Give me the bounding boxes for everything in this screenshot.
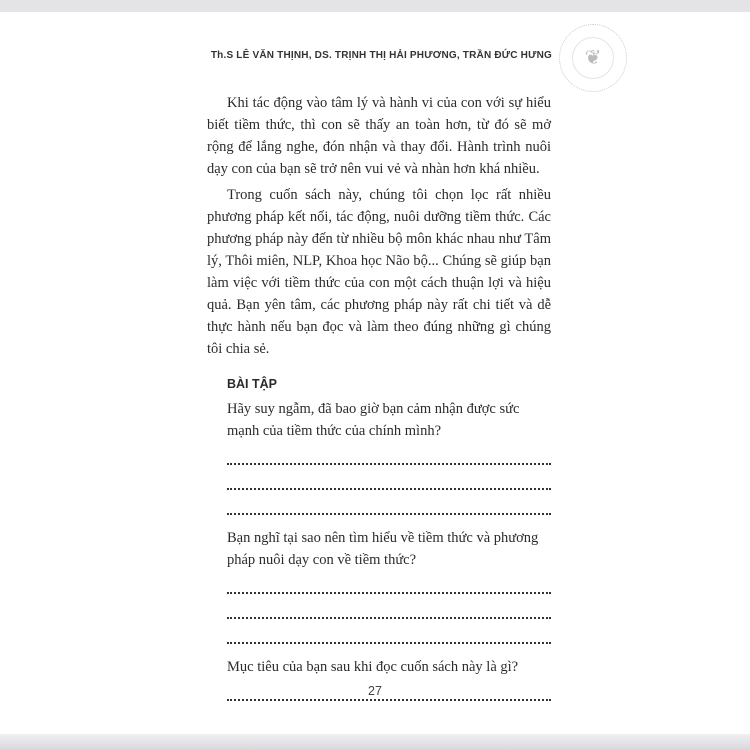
question-1: Hãy suy ngẫm, đã bao giờ bạn cảm nhận được sức mạnh của tiềm thức của chính mình? xyxy=(227,401,520,439)
paragraph-1 xyxy=(207,92,551,180)
answer-line xyxy=(227,571,551,594)
paragraph-1-text: Khi tác động vào tâm lý và hành vi của con với sự hiểu biết tiềm thức, thì con sẽ thấy an toàn hơn, từ đó sẽ mở rộng để lắng nghe, đón nhận và thay đổi. Hành trình nuôi dạy con của bạn sẽ trở nên vui vẻ và nhàn hơn khá nhiều. xyxy=(207,95,551,177)
exercise-title: BÀI TẬP xyxy=(227,377,277,391)
answer-line xyxy=(227,442,551,465)
scan-border-top xyxy=(0,0,750,12)
question-3: Mục tiêu của bạn sau khi đọc cuốn sách này là gì? xyxy=(227,659,519,675)
publisher-logo-icon: ❦ xyxy=(559,24,627,92)
paragraph-2 xyxy=(207,184,551,360)
question-2: Bạn nghĩ tại sao nên tìm hiểu về tiềm thức và phương pháp nuôi dạy con về tiềm thức? xyxy=(227,530,539,568)
scan-border-bottom xyxy=(0,734,750,750)
answer-line xyxy=(227,492,551,515)
answer-line xyxy=(227,596,551,619)
answer-line xyxy=(227,467,551,490)
answer-line xyxy=(227,621,551,644)
running-header-authors: Th.S LÊ VĂN THỊNH, DS. TRỊNH THỊ HẢI PHƯƠNG, TRẦN ĐỨC HƯNG xyxy=(210,50,552,61)
page-body xyxy=(207,92,551,703)
page-number: 27 xyxy=(368,684,382,698)
paragraph-2-text: Trong cuốn sách này, chúng tôi chọn lọc rất nhiều phương pháp kết nối, tác động, nuôi dưỡng tiềm thức. Các phương pháp này đến từ nhiều bộ môn khác nhau như Tâm lý, Thôi miên, NLP, Khoa học Não bộ... Chúng sẽ giúp bạn làm việc với tiềm thức của con một cách thuận lợi và hiệu quả. Bạn yên tâm, các phương pháp này rất chi tiết và dễ thực hành nếu bạn đọc và làm theo đúng những gì chúng tôi chia sẻ. xyxy=(207,187,551,357)
